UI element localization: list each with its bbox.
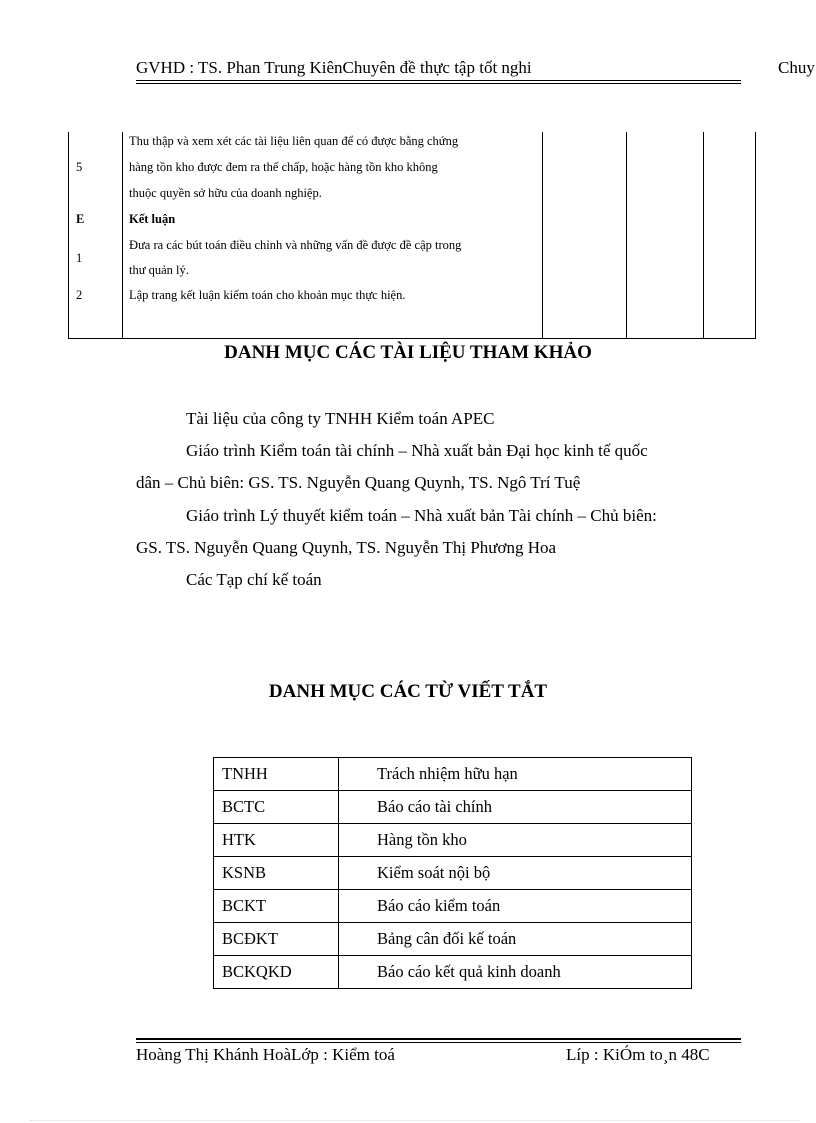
table-row-number: 1 (76, 251, 83, 265)
meaning-cell: Bảng cân đối kế toán (339, 923, 692, 956)
table-border-right (755, 132, 756, 338)
table-row (214, 824, 692, 857)
table-col-divider (122, 132, 123, 338)
reference-item: Giáo trình Kiểm toán tài chính – Nhà xuất bản Đại học kinh tế quốc (186, 441, 648, 460)
reference-item-continued: GS. TS. Nguyễn Quang Quynh, TS. Nguyễn Thị Phương Hoa (136, 538, 557, 557)
meaning-cell: Trách nhiệm hữu hạn (339, 758, 692, 791)
reference-item: Các Tạp chí kế toán (186, 570, 322, 589)
table-col-divider (703, 132, 704, 338)
table-row-number: E (76, 212, 85, 226)
reference-item: Giáo trình Lý thuyết kiểm toán – Nhà xuất bản Tài chính – Chủ biên: (186, 506, 657, 525)
table-cell-text: Đưa ra các bút toán điều chỉnh và những vấn đề được đề cập trong (129, 238, 462, 252)
table-cell-text: Thu thập và xem xét các tài liệu liên quan để có được bằng chứng (129, 134, 459, 148)
meaning-cell: Báo cáo kiểm toán (339, 890, 692, 923)
footer-rule-double (136, 1042, 741, 1043)
references-title: DANH MỤC CÁC TÀI LIỆU THAM KHẢO (224, 342, 592, 363)
table-row (214, 857, 692, 890)
page-header-overflow: Chuy (778, 58, 815, 77)
abbreviations-title: DANH MỤC CÁC TỪ VIẾT TẮT (268, 681, 548, 702)
abbreviations-table (213, 757, 692, 989)
meaning-cell: Báo cáo kết quả kinh doanh (339, 956, 692, 989)
table-cell-text: thuộc quyền sở hữu của doanh nghiệp. (129, 186, 322, 200)
page-footer-author: Hoàng Thị Khánh HoàLớp : Kiểm toá (136, 1045, 395, 1064)
abbr-cell: KSNB (214, 857, 339, 890)
header-rule (136, 80, 741, 81)
table-row (214, 890, 692, 923)
reference-item: Tài liệu của công ty TNHH Kiểm toán APEC (186, 409, 495, 428)
table-border-left (68, 132, 69, 338)
table-col-divider (626, 132, 627, 338)
page-footer-class: Líp : KiÓm to¸n 48C (566, 1045, 710, 1064)
table-row-number: 2 (76, 288, 83, 302)
abbr-cell: BCKT (214, 890, 339, 923)
table-row (214, 956, 692, 989)
table-row (214, 923, 692, 956)
table-row (214, 758, 692, 791)
abbr-cell: TNHH (214, 758, 339, 791)
abbr-cell: BCKQKD (214, 956, 339, 989)
meaning-cell: Báo cáo tài chính (339, 791, 692, 824)
abbr-cell: BCTC (214, 791, 339, 824)
reference-item-continued: dân – Chủ biên: GS. TS. Nguyễn Quang Quynh, TS. Ngô Trí Tuệ (136, 473, 581, 492)
table-row (214, 791, 692, 824)
table-cell-text: thư quản lý. (129, 263, 189, 277)
table-cell-text: hàng tồn kho được đem ra thế chấp, hoặc hàng tồn kho không (129, 160, 438, 174)
header-rule-double (136, 83, 741, 84)
table-cell-text: Lập trang kết luận kiểm toán cho khoản mục thực hiện. (129, 288, 406, 302)
meaning-cell: Kiểm soát nội bộ (339, 857, 692, 890)
table-col-divider (542, 132, 543, 338)
table-row-number: 5 (76, 160, 83, 174)
table-section-heading: Kết luận (129, 212, 176, 226)
table-border-bottom (68, 338, 756, 339)
meaning-cell: Hàng tồn kho (339, 824, 692, 857)
abbr-cell: BCĐKT (214, 923, 339, 956)
page-edge-divider (30, 1120, 800, 1121)
page-header: GVHD : TS. Phan Trung KiênChuyên đề thực tập tốt nghi (136, 58, 532, 77)
abbr-cell: HTK (214, 824, 339, 857)
footer-rule (136, 1038, 741, 1040)
